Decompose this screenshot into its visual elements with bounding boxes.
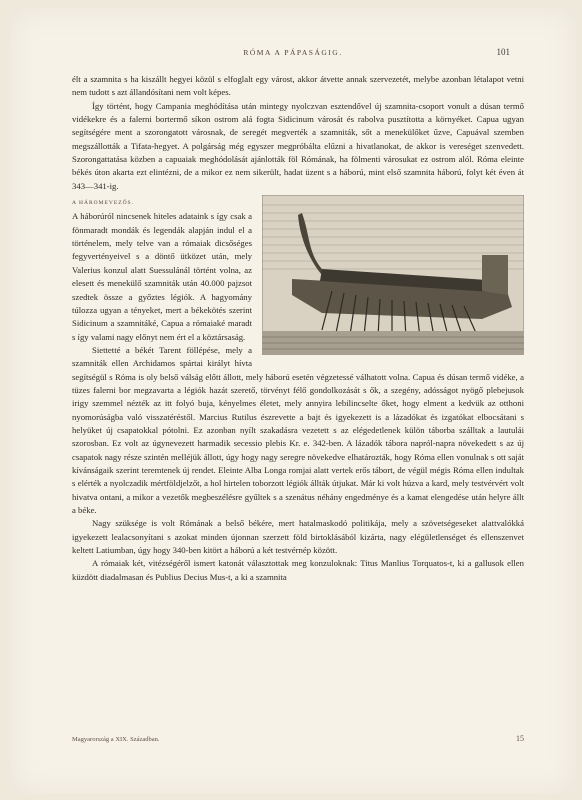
footer-title: Magyarország a XIX. Században. [72, 736, 160, 743]
page-header [10, 48, 576, 62]
paragraph-6: A rómaiak két, vitézségéről ismert katonát választottak meg konzuloknak: Titus Manlius Torquatos-t, ki a gallusok ellen küzdött diadalmasan és Publius Decius Mus-t, a ki a szamnita [72, 558, 524, 582]
paragraph-2: Így történt, hogy Campania meghódítása után mintegy nyolczvan esztendővel új szamnita-csoport vonult a dúsan termő vidékekre és a falerni bortermő síkon ostrom alá fogta Sidicinum városát és rabolva pusztította a környéket. Capua ugyan segítségére ment a szorongatott városnak, de seregét megverték a szamniták, sőt a menekülőket űzve, Capuával szemben megszállották a Tifata-hegyet. A polgárság még egyszer megpróbálta elűzni a hivatlanokat, de akkor is vereséget szenvedett. Szorongattatása közben a capuaiak meghódolását ajánlották föl Rómának, ha fölmenti városukat ez ostrom alól. Róma eleinte békés úton akarta ezt elintézni, de a mikor ez nem sikerült, hadat üzent s a háború, mint első szamnita háború, folyt két éven át 343—341-ig. [72, 100, 524, 191]
running-head: RÓMA A PÁPASÁGIG. [243, 48, 343, 57]
book-page [10, 8, 576, 794]
trireme-engraving-icon [262, 195, 524, 355]
page-number: 101 [496, 47, 510, 57]
paragraph-5: Nagy szüksége is volt Rómának a belső békére, mert hatalmaskodó politikája, mely a szövetségeseket alattvalókká igyekezett lealacsonyítani s azokat minden újonnan szerzett föld birtoklásából kizárta, nagy elégületlenséget és ellenszenvet keltett Latiumban, úgy hogy 340-ben kitört a háború a két testvérnép között. [72, 518, 524, 556]
body-text [72, 73, 524, 584]
signature-mark: 15 [516, 734, 524, 743]
paragraph-4: Siettetté a békét Tarent föllépése, mely a szamniták ellen Archidamos spártai királyt hívta segítségül s Róma is oly belső válság előtt állott, mely háború esetén végzetessé válhatott volna. Capua és dúsan termő vidéke, a tüzes falerni bor megzavarta a légiók hazát szerető, törvényt félő gondolkozását s ők, a szegény, adósságot nyögő plebejusok irigy szemmel nézték az itt folyó buja, kényelmes életet, mely annyira lebilincselte őket, hogy elment a kedvük az otthoni nyomorúságba való visszatéréstől. Marcius Rutilus észrevette a bajt és igyekezett is a lázadókat és izgatókat elbocsátani s helyüket új csapatokkal pótolni. Ez azonban nyílt szakadásra vezetett s az elégedetlenek külön táborba szálltak a lautulái szorosban. Ez volt az úgynevezett harmadik secessio plebis Kr. e. 342-ben. A lázadók tábora napról-napra növekedett s az új csapatok nagy része szintén melléjük állott, úgy hogy nagy seregre növekedve elhatározták, hogy Róma ellen vonulnak s ott saját kívánságaik szerint teremtenek új rendet. Eleinte Alba Longa romjai alatt vertek erős tábort, de végül mégis Róma ellen indultak s elérték a nyolczadik mértföldjelzőt, a hol hirtelen toborzott légiók állták útjukat. Már ki volt húzva a kard, mely testvérvért volt hivatva ontani, a mikor a vezetők megbeszélésre gyűltek s a szenátus néhány engedménye és a kamat elengedése után helyre állt a béke. [72, 344, 524, 515]
figure [262, 195, 524, 355]
paragraph-1: élt a szamnita s ha kiszállt hegyei közül s elfoglalt egy várost, akkor átvette annak szervezetét, melybe azonban létalapot vetni nem tudott s azt állandósítani nem volt képes. [72, 74, 524, 98]
paragraph-3-text: A háborúról nincsenek hiteles adataink s így csak a fönmaradt mondák és legendák alapján indul el a történelem, mely telve van a rómaiak dicsőséges fegyvertényeivel s a döntő ütközet után, mely Valerius konzul alatt Suessulánál történt volna, az elesett és menekülő szamniták után 40.000 pajzsot szedtek össze a győztes légiók. A hagyomány túlozza ugyan a tényeket, mert a békekötés szerint Sidicinum a szamnitáké, Capua a rómaiaké maradt s így valami nagy előnyt nem ért el a köztársaság. [72, 211, 252, 342]
figure-caption: A HÁROMEVEZŐS. [72, 200, 134, 207]
